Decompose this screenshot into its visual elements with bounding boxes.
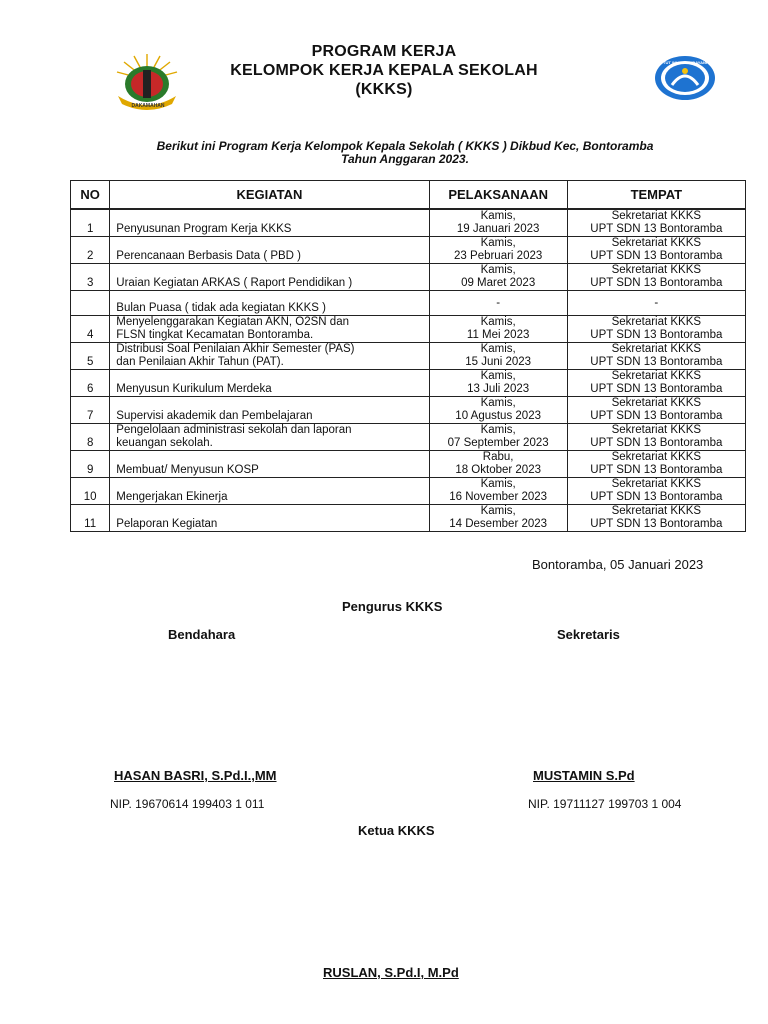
pelaksanaan-date: 10 Agustus 2023: [455, 410, 541, 422]
row-kegiatan: [110, 264, 429, 291]
kegiatan-line-1: Supervisi akademik dan Pembelajaran: [116, 410, 313, 422]
kegiatan-line-1: Penyusunan Program Kerja KKKS: [116, 223, 292, 235]
kegiatan-line-1: Menyelenggarakan Kegiatan AKN, O2SN dan: [116, 316, 349, 328]
row-no: [71, 291, 110, 316]
pengurus-heading: Pengurus KKKS: [342, 599, 443, 614]
bendahara-label: Bendahara: [168, 627, 236, 642]
row-kegiatan: [110, 291, 429, 316]
tempat-line-1: Sekretariat KKKS: [611, 210, 702, 222]
pelaksanaan-day: Kamis,: [480, 478, 516, 490]
table-row: [71, 370, 746, 397]
row-tempat: [567, 451, 745, 478]
row-tempat: [567, 424, 745, 451]
tempat-line-2: UPT SDN 13 Bontoramba: [590, 356, 723, 368]
tempat-line-2: UPT SDN 13 Bontoramba: [590, 437, 723, 449]
table-row: [71, 397, 746, 424]
row-no: 8: [71, 424, 110, 451]
row-kegiatan: [110, 478, 429, 505]
row-pelaksanaan: [429, 291, 567, 316]
row-pelaksanaan: [429, 316, 567, 343]
tempat-line-1: Sekretariat KKKS: [611, 478, 702, 490]
table-header-row: [71, 181, 746, 210]
row-kegiatan: [110, 424, 429, 451]
pelaksanaan-day: Kamis,: [480, 424, 516, 436]
pelaksanaan-day: Kamis,: [480, 505, 516, 517]
pelaksanaan-date: 19 Januari 2023: [456, 223, 540, 235]
pelaksanaan-day: Kamis,: [480, 370, 516, 382]
row-no: 2: [71, 237, 110, 264]
pelaksanaan-day: Kamis,: [480, 210, 516, 222]
pelaksanaan-day: Kamis,: [480, 264, 516, 276]
row-pelaksanaan: [429, 370, 567, 397]
tempat-line-1: -: [654, 296, 659, 309]
row-tempat: [567, 291, 745, 316]
row-no: 1: [71, 209, 110, 237]
table-row: [71, 343, 746, 370]
pelaksanaan-day: Kamis,: [480, 316, 516, 328]
row-tempat: [567, 264, 745, 291]
row-kegiatan: [110, 505, 429, 532]
tempat-line-2: UPT SDN 13 Bontoramba: [590, 329, 723, 341]
row-no: 9: [71, 451, 110, 478]
pelaksanaan-day: Kamis,: [480, 237, 516, 249]
pelaksanaan-date: 11 Mei 2023: [466, 329, 530, 341]
tempat-line-2: UPT SDN 13 Bontoramba: [590, 250, 723, 262]
kegiatan-line-2: FLSN tingkat Kecamatan Bontoramba.: [116, 329, 314, 341]
pelaksanaan-day: Kamis,: [480, 397, 516, 409]
bendahara-name: HASAN BASRI, S.Pd.I.,MM: [114, 768, 277, 783]
ketua-label: Ketua KKKS: [358, 823, 435, 838]
pelaksanaan-date: 14 Desember 2023: [449, 518, 548, 530]
row-kegiatan: [110, 316, 429, 343]
row-no: 6: [71, 370, 110, 397]
pelaksanaan-date: 09 Maret 2023: [461, 277, 536, 289]
header-kegiatan: KEGIATAN: [110, 181, 429, 210]
kegiatan-line-1: Mengerjakan Ekinerja: [116, 491, 228, 503]
pelaksanaan-day: Kamis,: [480, 343, 516, 355]
pelaksanaan-day: -: [496, 296, 501, 309]
tempat-line-1: Sekretariat KKKS: [611, 370, 702, 382]
program-table: [70, 180, 746, 532]
pelaksanaan-date: 15 Juni 2023: [465, 356, 532, 368]
row-pelaksanaan: [429, 505, 567, 532]
row-pelaksanaan: [429, 209, 567, 237]
row-pelaksanaan: [429, 397, 567, 424]
title-line-1: PROGRAM KERJA: [311, 43, 457, 60]
row-pelaksanaan: [429, 343, 567, 370]
title-line-3: (KKKS): [355, 81, 413, 98]
row-tempat: [567, 370, 745, 397]
row-tempat: [567, 209, 745, 237]
tempat-line-1: Sekretariat KKKS: [611, 424, 702, 436]
intro-line-2: Tahun Anggaran 2023.: [341, 152, 469, 166]
row-kegiatan: [110, 370, 429, 397]
tempat-line-1: Sekretariat KKKS: [611, 451, 702, 463]
row-tempat: [567, 237, 745, 264]
row-no: 4: [71, 316, 110, 343]
row-kegiatan: [110, 209, 429, 237]
sekretaris-nip: NIP. 19711127 199703 1 004: [528, 797, 682, 811]
pelaksanaan-day: Rabu,: [482, 451, 514, 463]
intro-line-1: Berikut ini Program Kerja Kelompok Kepala Sekolah ( KKKS ) Dikbud Kec, Bontoramba: [156, 139, 654, 153]
kegiatan-line-1: Perencanaan Berbasis Data ( PBD ): [116, 250, 302, 262]
pelaksanaan-date: 23 Pebruari 2023: [454, 250, 543, 262]
tempat-line-2: UPT SDN 13 Bontoramba: [590, 410, 723, 422]
tut-wuri-logo-text: TUT WURI HANDAYANI: [663, 60, 707, 65]
row-no: 10: [71, 478, 110, 505]
table-row: [71, 291, 746, 316]
kkks-logo-text: DAKAMAHAN: [131, 103, 165, 109]
row-pelaksanaan: [429, 424, 567, 451]
row-pelaksanaan: [429, 237, 567, 264]
kegiatan-line-2: dan Penilaian Akhir Tahun (PAT).: [116, 356, 284, 368]
tempat-line-1: Sekretariat KKKS: [611, 316, 702, 328]
table-row: [71, 264, 746, 291]
kegiatan-line-1: Pengelolaan administrasi sekolah dan laporan: [116, 424, 352, 436]
row-pelaksanaan: [429, 451, 567, 478]
sekretaris-name: MUSTAMIN S.Pd: [533, 768, 635, 783]
kegiatan-line-1: Distribusi Soal Penilaian Akhir Semester (PAS): [116, 343, 355, 355]
tempat-line-2: UPT SDN 13 Bontoramba: [590, 491, 723, 503]
row-tempat: [567, 316, 745, 343]
row-kegiatan: [110, 237, 429, 264]
header-no: NO: [71, 181, 110, 210]
tempat-line-2: UPT SDN 13 Bontoramba: [590, 223, 723, 235]
table-row: [71, 478, 746, 505]
tempat-line-1: Sekretariat KKKS: [611, 343, 702, 355]
row-kegiatan: [110, 343, 429, 370]
pelaksanaan-date: 16 November 2023: [449, 491, 548, 503]
sekretaris-label: Sekretaris: [557, 627, 620, 642]
kegiatan-line-2: keuangan sekolah.: [116, 437, 213, 449]
table-row: [71, 451, 746, 478]
document-title: [0, 42, 768, 99]
row-tempat: [567, 343, 745, 370]
tempat-line-1: Sekretariat KKKS: [611, 397, 702, 409]
bendahara-nip: NIP. 19670614 199403 1 011: [110, 797, 265, 811]
table-row: [71, 209, 746, 237]
title-line-2: KELOMPOK KERJA KEPALA SEKOLAH: [230, 62, 538, 79]
pelaksanaan-date: 18 Oktober 2023: [455, 464, 541, 476]
row-kegiatan: [110, 397, 429, 424]
header-pelaksanaan: PELAKSANAAN: [429, 181, 567, 210]
header-tempat: TEMPAT: [567, 181, 745, 210]
row-no: 7: [71, 397, 110, 424]
row-pelaksanaan: [429, 264, 567, 291]
table-row: [71, 505, 746, 532]
row-tempat: [567, 397, 745, 424]
tempat-line-2: UPT SDN 13 Bontoramba: [590, 518, 723, 530]
tempat-line-1: Sekretariat KKKS: [611, 505, 702, 517]
row-no: 11: [71, 505, 110, 532]
place-date: Bontoramba, 05 Januari 2023: [532, 557, 704, 572]
kegiatan-line-1: Uraian Kegiatan ARKAS ( Raport Pendidikan ): [116, 277, 353, 289]
intro-text: [60, 140, 750, 166]
row-no: 5: [71, 343, 110, 370]
pelaksanaan-date: 13 Juli 2023: [467, 383, 530, 395]
tempat-line-2: UPT SDN 13 Bontoramba: [590, 277, 723, 289]
kegiatan-line-1: Bulan Puasa ( tidak ada kegiatan KKKS ): [116, 302, 326, 314]
table-row: [71, 237, 746, 264]
table-row: [71, 316, 746, 343]
row-pelaksanaan: [429, 478, 567, 505]
tempat-line-1: Sekretariat KKKS: [611, 264, 702, 276]
kegiatan-line-1: Pelaporan Kegiatan: [116, 518, 218, 530]
row-tempat: [567, 505, 745, 532]
tempat-line-2: UPT SDN 13 Bontoramba: [590, 383, 723, 395]
kegiatan-line-1: Membuat/ Menyusun KOSP: [116, 464, 259, 476]
ketua-name: RUSLAN, S.Pd.I, M.Pd: [323, 965, 459, 980]
pelaksanaan-date: 07 September 2023: [447, 437, 549, 449]
row-no: 3: [71, 264, 110, 291]
table-row: [71, 424, 746, 451]
tempat-line-1: Sekretariat KKKS: [611, 237, 702, 249]
tempat-line-2: UPT SDN 13 Bontoramba: [590, 464, 723, 476]
row-kegiatan: [110, 451, 429, 478]
kegiatan-line-1: Menyusun Kurikulum Merdeka: [116, 383, 272, 395]
row-tempat: [567, 478, 745, 505]
